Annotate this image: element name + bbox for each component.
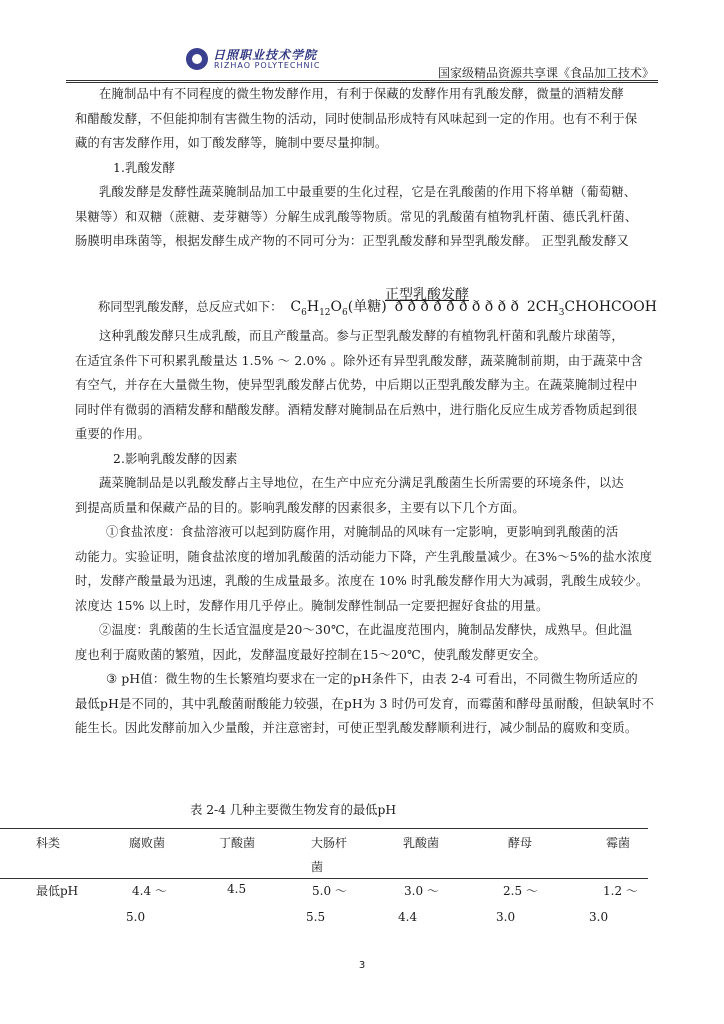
- table-cell: 2.5 ～: [503, 884, 538, 898]
- paragraph-line: 和醋酸发酵，不但能抑制有害微生物的活动，同时使制品形成特有风味起到一定的作用。也有不利于保: [75, 111, 638, 126]
- school-emblem-icon: [186, 48, 208, 70]
- table-header-cell: 霉菌: [606, 836, 631, 850]
- table-header-cell-wrap: 菌: [311, 860, 324, 874]
- paragraph-line: 在腌制品中有不同程度的微生物发酵作用，有利于保藏的发酵作用有乳酸发酵，微量的酒精发酵: [99, 87, 624, 101]
- formula-arrow: ð ð ð ð ð ð ð ð ð ð: [394, 299, 519, 315]
- table-header-cell: 丁酸菌: [219, 836, 256, 850]
- table-cell: 5.0 ～: [312, 884, 347, 898]
- table-cell: 4.4: [398, 910, 418, 924]
- table-cell: 3.0 ～: [404, 884, 439, 898]
- section-heading: 1.乳酸发酵: [113, 160, 176, 175]
- paragraph-line: 最低pH是不同的，其中乳酸菌耐酸能力较强，在pH为 3 时仍可发育，而霉菌和酵母虽耐酸，但缺氧时不: [75, 696, 655, 711]
- paragraph-line: 度也利于腐败菌的繁殖，因此，发酵温度最好控制在15～20℃，使乳酸发酵更安全。: [75, 647, 546, 662]
- body-text-bottom: [75, 324, 660, 741]
- paragraph-line: 在适宜条件下可积累乳酸量达 1.5% ～ 2.0% 。除外还有异型乳酸发酵，蔬菜腌制前期，由于蔬菜中含: [75, 353, 643, 368]
- table-header-cell: 大肠杆: [311, 836, 348, 850]
- table-row-label: 最低pH: [36, 884, 79, 898]
- reaction-formula: [98, 296, 657, 318]
- school-logo: [186, 46, 386, 76]
- paragraph-line: 藏的有害发酵作用，如丁酸发酵等，腌制中要尽量抑制。: [75, 136, 388, 150]
- paragraph-line: 乳酸发酵是发酵性蔬菜腌制品加工中最重要的生化过程，它是在乳酸菌的作用下将单糖（葡萄糖、: [99, 185, 637, 199]
- logo-english-name: RIZHAO POLYTECHNIC: [214, 61, 321, 70]
- formula-arrow-label: 正型乳酸发酵: [385, 287, 469, 303]
- table-cell: 5.0: [126, 910, 146, 924]
- page-header: [66, 44, 658, 82]
- paragraph-line: 时，发酵产酸量最为迅速，乳酸的生成量最多。浓度在 10% 时乳酸发酵作用大为减弱，乳酸生成较少。: [75, 574, 649, 588]
- paragraph-line: 有空气，并存在大量微生物，使异型乳酸发酵占优势，中后期以正型乳酸发酵为主。在蔬菜腌制过程中: [75, 378, 638, 392]
- table-header-cell: 科类: [36, 836, 61, 850]
- table-header-cell: 乳酸菌: [403, 836, 440, 850]
- formula-product: $2CH_3CHOHCOOH$: [526, 299, 657, 318]
- formula-lead-text: 称同型乳酸发酵，总反应式如下：: [98, 300, 283, 314]
- paragraph-line: 这种乳酸发酵只生成乳酸，而且产酸量高。参与正型乳酸发酵的有植物乳杆菌和乳酸片球菌等，: [99, 329, 624, 343]
- course-title: 国家级精品资源共享课《食品加工技术》: [437, 66, 654, 80]
- paragraph-line: ③ pH值：微生物的生长繁殖均要求在一定的pH条件下，由表 2-4 可看出，不同微生物所适应的: [106, 672, 638, 686]
- paragraph-line: ①食盐浓度：食盐溶液可以起到防腐作用，对腌制品的风味有一定影响，更影响到乳酸菌的活: [106, 525, 619, 539]
- paragraph-line: 同时伴有微弱的酒精发酵和醋酸发酵。酒精发酵对腌制品在后熟中，进行脂化反应生成芳香物质起到很: [75, 402, 638, 417]
- paragraph-line: 肠膜明串珠菌等，根据发酵生成产物的不同可分为：正型乳酸发酵和异型乳酸发酵。 正型乳酸发酵又: [75, 234, 629, 248]
- logo-chinese-name: 日照职业技术学院: [213, 48, 318, 62]
- table-header-cell: 腐败菌: [129, 836, 166, 850]
- table-cell: 4.5: [227, 882, 247, 896]
- table-cell: 3.0: [589, 910, 609, 924]
- paragraph-line: 重要的作用。: [75, 427, 150, 441]
- table-header-rule: [0, 878, 648, 879]
- paragraph-line: 动能力。实验证明，随食盐浓度的增加乳酸菌的活动能力下降，产生乳酸量减少。在3%～5%的盐水浓度: [75, 549, 653, 564]
- table-cell: 3.0: [496, 910, 516, 924]
- table-header-cell: 酵母: [508, 836, 533, 850]
- body-text-top: [75, 82, 660, 254]
- table-cell: 1.2 ～: [603, 884, 638, 898]
- formula-reactant: $C_6H_{12}O_6$(单糖): [290, 299, 387, 318]
- paragraph-line: 到提高质量和保藏产品的目的。影响乳酸发酵的因素很多，主要有以下几个方面。: [75, 500, 525, 515]
- page-number: 3: [358, 960, 366, 971]
- paragraph-line: 能生长。因此发酵前加入少量酸，并注意密封，可使正型乳酸发酵顺利进行，减少制品的腐败和变质。: [75, 721, 638, 735]
- paragraph-line: 蔬菜腌制品是以乳酸发酵占主导地位，在生产中应充分满足乳酸菌生长所需要的环境条件，以达: [99, 476, 624, 490]
- table-top-rule: [0, 828, 648, 829]
- paragraph-line: ②温度：乳酸菌的生长适宜温度是20～30℃，在此温度范围内，腌制品发酵快，成熟早。但此温: [99, 623, 633, 637]
- paragraph-line: 浓度达 15% 以上时，发酵作用几乎停止。腌制发酵性制品一定要把握好食盐的用量。: [75, 598, 549, 613]
- section-heading: 2.影响乳酸发酵的因素: [113, 451, 238, 466]
- table-cell: 5.5: [306, 910, 326, 924]
- paragraph-line: 果糖等）和双糖（蔗糖、麦芽糖等）分解生成乳酸等物质。常见的乳酸菌有植物乳杆菌、德氏乳杆菌、: [75, 209, 638, 224]
- table-cell: 4.4 ～: [132, 884, 167, 898]
- table-caption: 表 2-4 几种主要微生物发育的最低pH: [190, 803, 397, 817]
